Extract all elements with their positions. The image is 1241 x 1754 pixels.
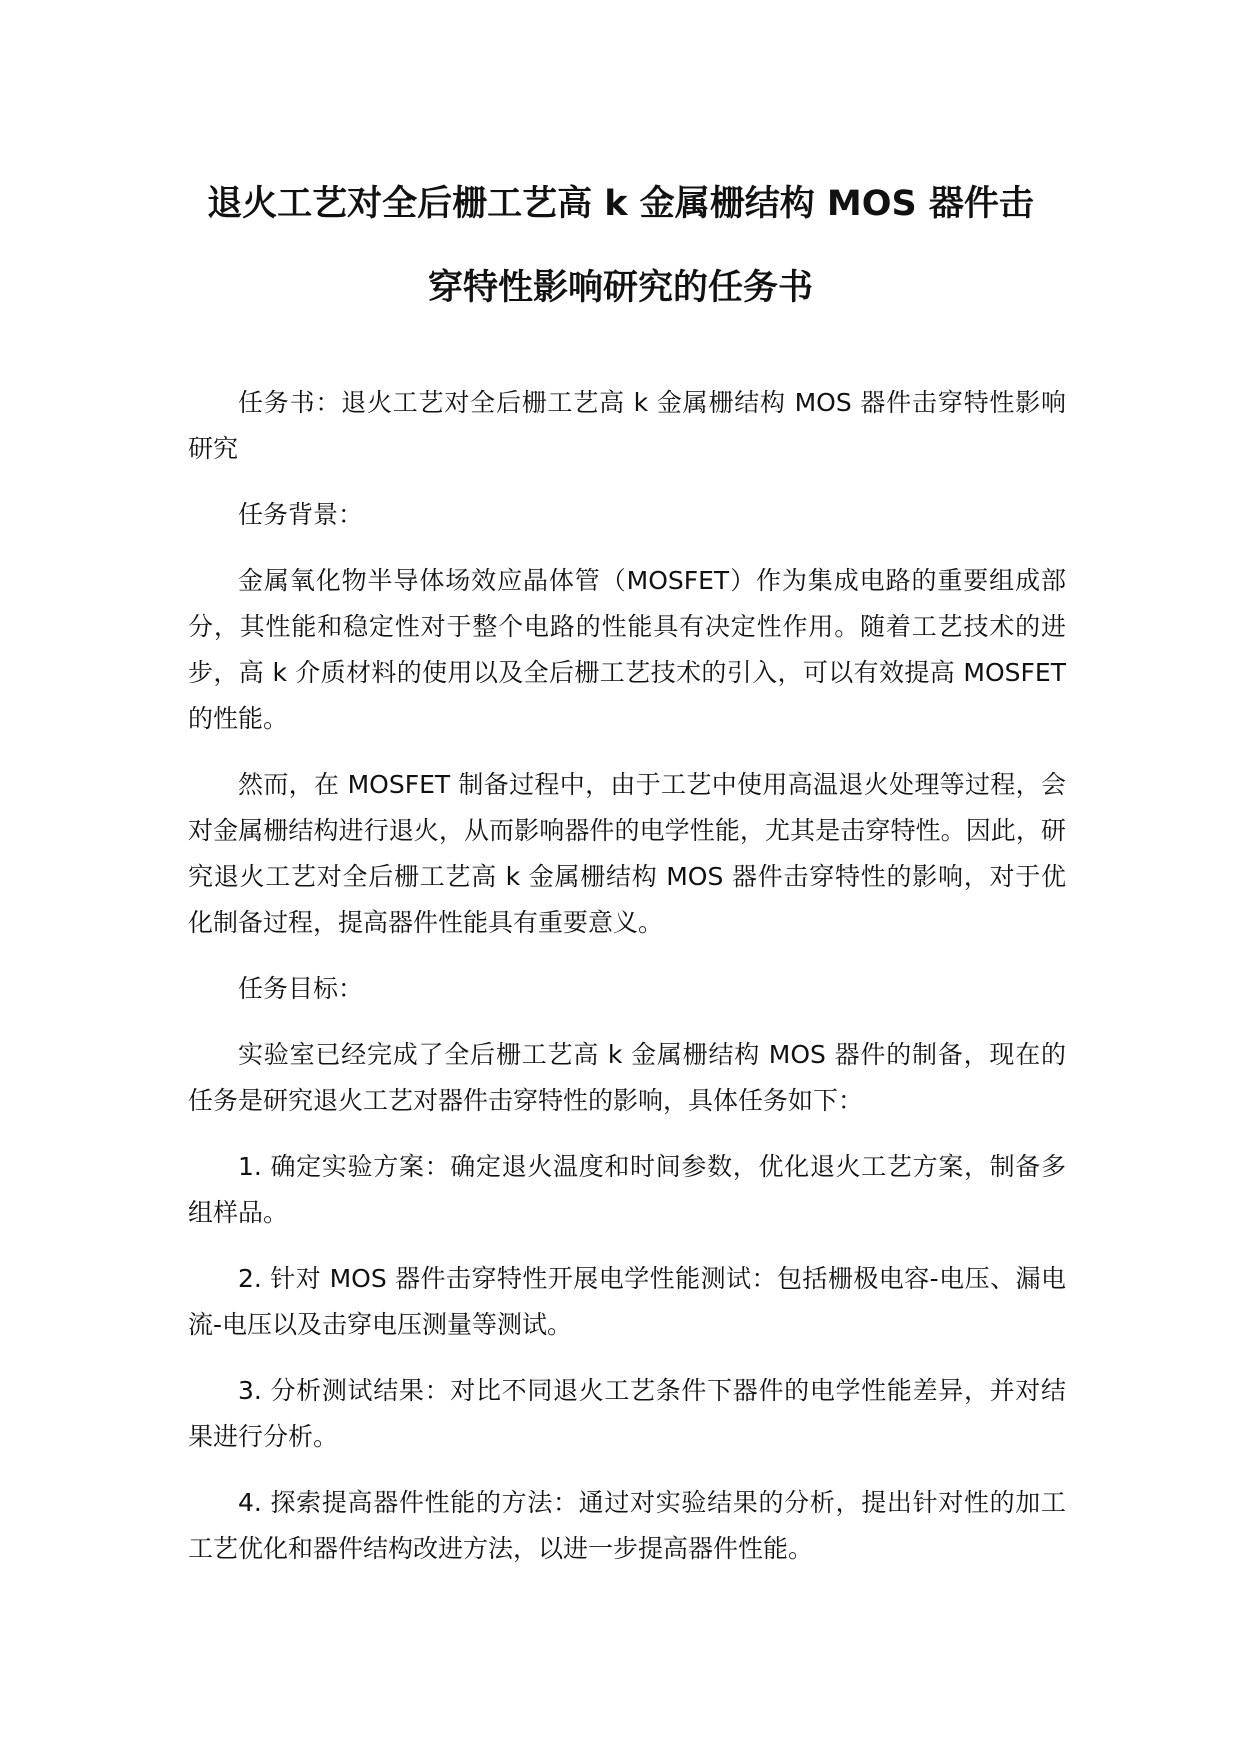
- heading-task-goals: 任务目标：: [238, 974, 364, 1003]
- list-item-goal-1: 1. 确定实验方案：确定退火温度和时间参数，优化退火工艺方案，制备多组样品。: [188, 1152, 1066, 1227]
- list-item-goal-4: 4. 探索提高器件性能的方法：通过对实验结果的分析，提出针对性的加工工艺优化和器件结构改进方法，以进一步提高器件性能。: [188, 1488, 1066, 1563]
- heading-task-background: 任务背景：: [238, 500, 364, 529]
- paragraph-background-2: 然而，在 MOSFET 制备过程中，由于工艺中使用高温退火处理等过程，会对金属栅结构进行退火，从而影响器件的电学性能，尤其是击穿特性。因此，研究退火工艺对全后栅工艺高 k 金属栅结构 MOS 器件击穿特性的影响，对于优化制备过程，提高器件性能具有重要意义。: [188, 770, 1066, 937]
- paragraph-goals-intro: 实验室已经完成了全后栅工艺高 k 金属栅结构 MOS 器件的制备，现在的任务是研究退火工艺对器件击穿特性的影响，具体任务如下：: [188, 1040, 1066, 1115]
- paragraph-task-statement: 任务书：退火工艺对全后栅工艺高 k 金属栅结构 MOS 器件击穿特性影响研究: [188, 388, 1066, 463]
- list-item-goal-2: 2. 针对 MOS 器件击穿特性开展电学性能测试：包括栅极电容-电压、漏电流-电压以及击穿电压测量等测试。: [188, 1264, 1066, 1339]
- document-body: [188, 380, 1066, 1592]
- document-title-line-2: 穿特性影响研究的任务书: [427, 268, 813, 308]
- paragraph-background-1: 金属氧化物半导体场效应晶体管（MOSFET）作为集成电路的重要组成部分，其性能和稳定性对于整个电路的性能具有决定性作用。随着工艺技术的进步，高 k 介质材料的使用以及全后栅工艺技术的引入，可以有效提高 MOSFET 的性能。: [188, 566, 1066, 733]
- list-item-goal-3: 3. 分析测试结果：对比不同退火工艺条件下器件的电学性能差异，并对结果进行分析。: [188, 1376, 1066, 1451]
- document-title-line-1: 退火工艺对全后栅工艺高 k 金属栅结构 MOS 器件击: [207, 184, 1034, 224]
